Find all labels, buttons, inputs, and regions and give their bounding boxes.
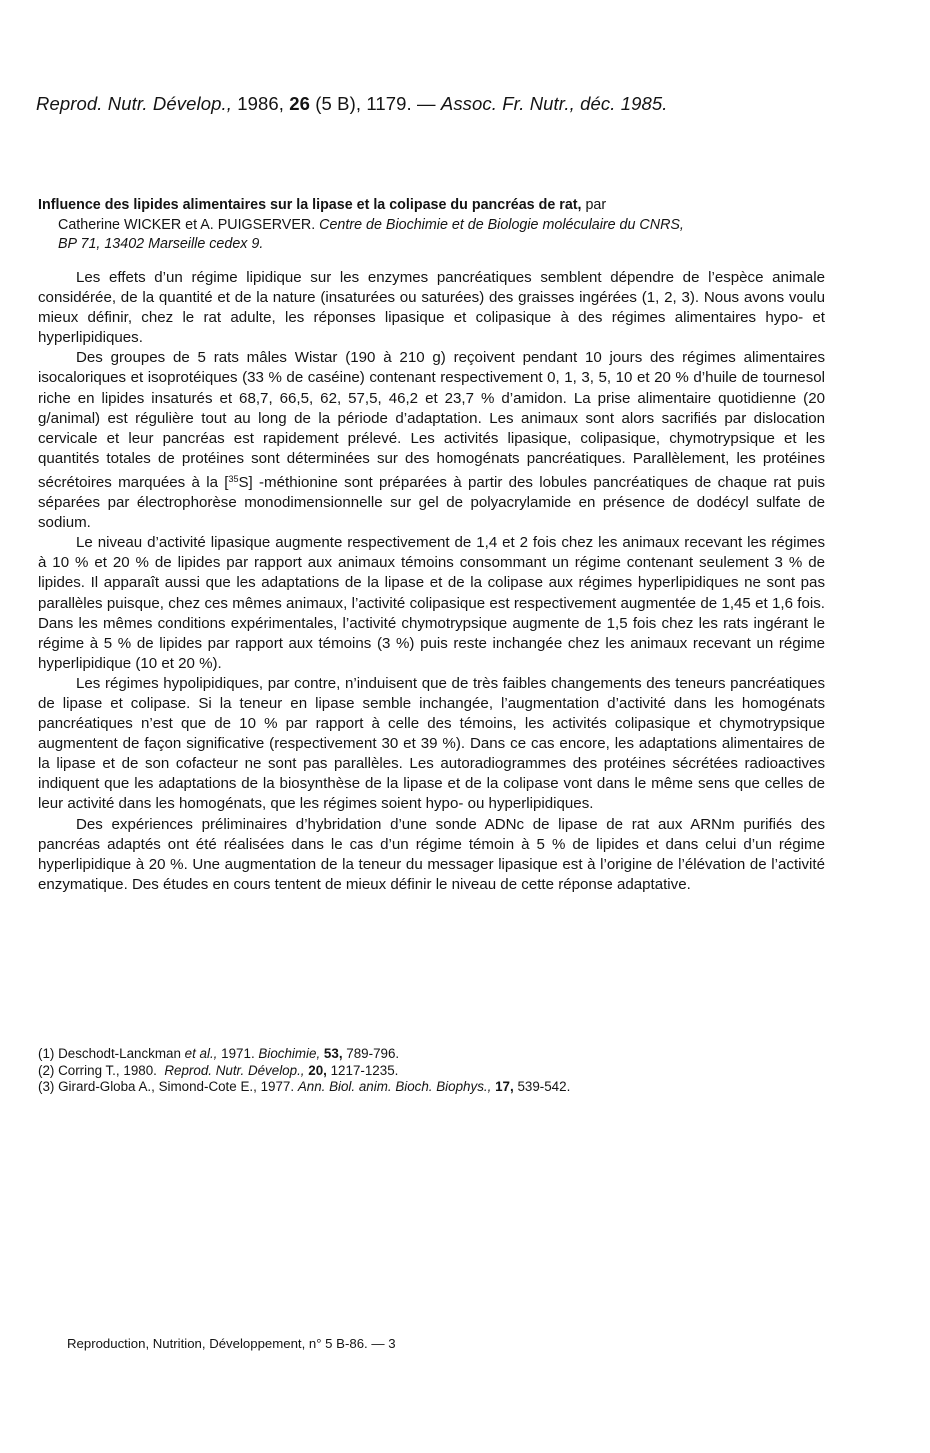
paragraph-5: Des expériences préliminaires d’hybridation d’une sonde ADNc de lipase de rat aux ARNm purifiés des pancréas adaptés ont été réalisées dans le cas d’un régime témoin à 5 % de lipides et dans celui d’un régime hyperlipidique à 20 %. Une augmentation de la teneur du messager lipasique est à l’origine de l’élévation de l’activité enzymatique. Des études en cours tentent de mieux définir le niveau de cette réponse adaptative. [38, 815, 825, 893]
reference-number: (3) [38, 1079, 55, 1095]
article-par: par [585, 197, 607, 213]
article-affiliation-line2: BP 71, 13402 Marseille cedex 9. [58, 236, 264, 252]
reference-pages: 1217-1235. [330, 1062, 399, 1078]
header-issue-pages: (5 B), 1179. — [315, 93, 436, 114]
reference-volume: 17, [495, 1079, 514, 1095]
header-year: 1986, [237, 93, 285, 114]
reference-item [38, 1046, 825, 1063]
reference-number: (1) [38, 1046, 55, 1061]
paragraph-1: Les effets d’un régime lipidique sur les enzymes pancréatiques semblent dépendre de l’espèce animale considérée, de la quantité et de la nature (insaturées ou saturées) des graisses ingérées (1, 2, 3). Nous avons voulu mieux définir, chez le rat adulte, les réponses lipasique et colipasique à des régimes alimentaires hypo- et hyperlipidiques. [38, 269, 825, 347]
reference-volume: 20, [308, 1062, 327, 1078]
header-volume: 26 [289, 93, 311, 114]
paragraph-2-text-a: Des groupes de 5 rats mâles Wistar (190 à 210 g) reçoivent pendant 10 jours des régimes alimentaires isocaloriques et isoprotéiques (33 % de caséine) contenant respectivement 0, 1, 3, 5, 10 et 20 % d’huile de tournesol riche en lipides insaturés et 68,7, 66,5, 62, 57,5, 46,2 et 23,7 % d’amidon. La prise alimentaire quotidienne (20 g/animal) est régulière tout au long de la période d’adaptation. Les animaux sont alors sacrifiés par dislocation cervicale et leur pancréas est rapidement prélevé. Les activités lipasique, colipasique, chymotrypsique et les quantités totales de protéines sont déterminées sur des homogénats pancréatiques. Parallèlement, les protéines sécrétoires marquées à la [ [38, 349, 825, 491]
reference-journal: Biochimie, [258, 1046, 321, 1061]
reference-journal: Ann. Biol. anim. Bioch. Biophys., [297, 1079, 492, 1095]
running-header [36, 93, 886, 115]
paragraph-4: Les régimes hypolipidiques, par contre, n’induisent que de très faibles changements des teneurs pancréatiques de lipase et colipase. Si la teneur en lipase semble inchangée, l’augmentation d’activité dans les homogénats pancréatiques n’est que de 10 % par rapport à celle des témoins, les activités colipasique et chymotrypsique augmentent de façon significative (respectivement 30 et 39 %). Dans ce cas encore, les adaptations alimentaires de la lipase et de son cofacteur ne sont pas parallèles. Les autoradiogrammes des protéines sécrétées radioactives indiquent que les adaptations de la biosynthèse de la lipase et de la colipase vont dans le même sens que celles de leur activité dans les homogénats, que les régimes soient hypo- ou hyperlipidiques. [38, 674, 825, 813]
article-authors: Catherine WICKER et A. PUIGSERVER. [58, 216, 316, 233]
paragraph-2 [38, 348, 825, 533]
paragraph-2-text-b: S] -méthionine sont préparées à partir des lobules pancréatiques de chaque rat puis séparées par électrophorèse monodimensionnelle sur gel de polyacrylamide en présence de dodécyl sulfate de sodium. [38, 473, 825, 532]
isotope-superscript: 35 [228, 473, 239, 484]
reference-pages: 539-542. [517, 1079, 571, 1095]
reference-authors: Corring T., [58, 1062, 120, 1078]
article-byline [38, 216, 828, 255]
paragraph-3: Le niveau d’activité lipasique augmente respectivement de 1,4 et 2 fois chez les animaux recevant les régimes à 10 % et 20 % de lipides par rapport aux animaux témoins consommant un régime contenant seulement 3 % de lipides. Il apparaît aussi que les adaptations de la lipase et de la colipase aux régimes hyperlipidiques ne sont pas parallèles puisque, chez ces mêmes animaux, l’activité colipasique est respectivement augmentée de 1,45 et 1,6 fois. Dans les mêmes conditions expérimentales, l’activité chymotrypsique augmente de 1,5 fois chez les rats ingérant le régime à 5 % de lipides par rapport aux témoins (3 %) puis reste inchangée chez les animaux recevant un régime hyperlipidique (10 et 20 %). [38, 534, 825, 672]
article-title: Influence des lipides alimentaires sur la lipase et la colipase du pancréas de rat, [38, 197, 582, 213]
reference-journal: Reprod. Nutr. Dévelop., [164, 1062, 305, 1078]
reference-item [38, 1079, 825, 1096]
reference-year: 1980. [123, 1062, 157, 1078]
reference-authors: Deschodt-Lanckman [58, 1046, 181, 1061]
reference-number: (2) [38, 1062, 55, 1078]
reference-item [38, 1063, 825, 1080]
reference-year: 1971. [221, 1046, 255, 1061]
article-body [38, 268, 825, 895]
article-affiliation-line1: Centre de Biochimie et de Biologie moléculaire du CNRS, [319, 216, 684, 233]
reference-list [38, 1046, 825, 1096]
header-meeting: Assoc. Fr. Nutr., déc. 1985. [440, 93, 668, 114]
reference-year: 1977. [260, 1079, 295, 1095]
reference-etal: et al., [184, 1046, 218, 1061]
reference-pages: 789-796. [346, 1046, 400, 1061]
article-heading [38, 196, 828, 255]
reference-volume: 53, [323, 1046, 343, 1061]
header-journal: Reprod. Nutr. Dévelop., [36, 93, 232, 114]
page-footer: Reproduction, Nutrition, Développement, n° 5 B-86. — 3 [67, 1336, 396, 1351]
reference-authors: Girard-Globa A., Simond-Cote E., [58, 1079, 257, 1095]
